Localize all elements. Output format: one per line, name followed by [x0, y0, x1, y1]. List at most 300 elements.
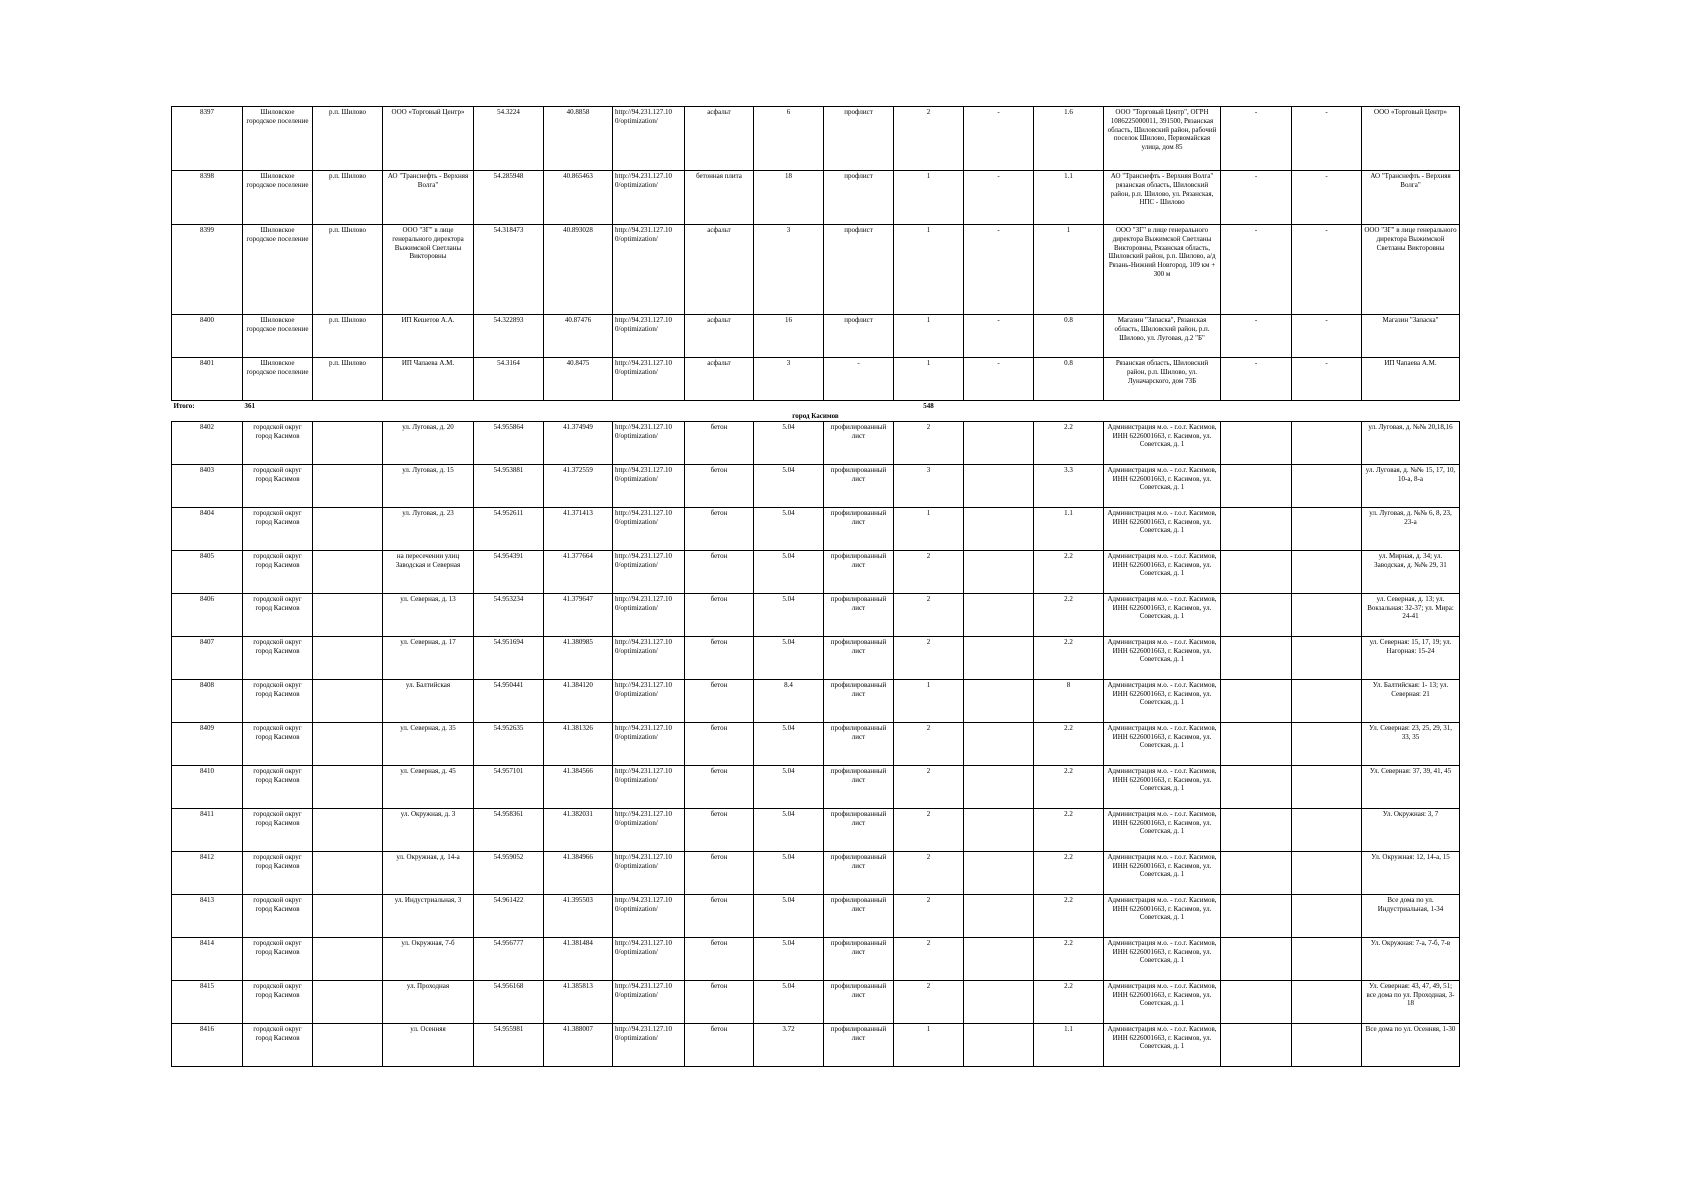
cell-settlement: Шиловское городское поселение	[243, 358, 313, 401]
cell-fence-type: -	[824, 358, 894, 401]
table-row	[172, 937, 1460, 980]
cell-volume: 1	[1034, 225, 1104, 315]
cell-locality: р.п. Шилово	[313, 315, 383, 358]
cell-waste-sources: ул. Луговая, д. №№ 6, 8, 23, 23-а	[1362, 507, 1460, 550]
cell-latitude: 54.285948	[474, 171, 544, 225]
table-row	[172, 171, 1460, 225]
cell-longitude: 40.893028	[544, 225, 613, 315]
cell-owner-info: АО "Транснефть - Верхняя Волга" рязанская область, Шиловский район, р.п. Шилово, ул. Рязанская, НПС - Шилово	[1104, 171, 1221, 225]
cell-map-link: http://94.231.127.10 0/optimization/	[613, 225, 685, 315]
cell-extra-col-1	[1221, 808, 1292, 851]
cell-surface-type: бетон	[685, 808, 754, 851]
cell-volume: 2.2	[1034, 808, 1104, 851]
cell-map-link: http://94.231.127.10 0/optimization/	[613, 358, 685, 401]
cell-owner-info: ООО "ЗГ" в лице генерального директора Выжимской Светланы Викторовны, Рязанская область, Шиловский район, р.п. Шилово, а/д Рязань-Нижний Новгород, 109 км + 300 м	[1104, 225, 1221, 315]
cell-latitude: 54.959052	[474, 851, 544, 894]
cell-locality: р.п. Шилово	[313, 225, 383, 315]
cell-waste-sources: Ул. Окружная: 12, 14-а, 15	[1362, 851, 1460, 894]
cell-surface-type: бетон	[685, 894, 754, 937]
cell-containers-count: 2	[894, 593, 964, 636]
cell-locality	[313, 507, 383, 550]
cell-latitude: 54.318473	[474, 225, 544, 315]
cell-fence-type: профилированный лист	[824, 636, 894, 679]
cell-extra-col-2	[1292, 679, 1362, 722]
cell-volume: 0.8	[1034, 315, 1104, 358]
cell-object: ул. Проходная	[383, 980, 474, 1023]
cell-locality	[313, 808, 383, 851]
cell-surface-type: бетон	[685, 421, 754, 464]
cell-settlement: городской округ город Касимов	[243, 636, 313, 679]
cell-site-id: 8409	[172, 722, 243, 765]
cell-object: ул. Луговая, д. 20	[383, 421, 474, 464]
cell-surface-type: бетон	[685, 980, 754, 1023]
cell-map-link: http://94.231.127.10 0/optimization/	[613, 937, 685, 980]
cell-extra-col-1	[1221, 1023, 1292, 1066]
cell-settlement: городской округ город Касимов	[243, 937, 313, 980]
cell-object: ул. Луговая, д. 15	[383, 464, 474, 507]
cell-longitude: 41.379647	[544, 593, 613, 636]
cell-map-link: http://94.231.127.10 0/optimization/	[613, 171, 685, 225]
cell-volume: 2.2	[1034, 937, 1104, 980]
cell-area: 18	[754, 171, 824, 225]
cell-containers-count: 2	[894, 808, 964, 851]
cell-site-id: 8407	[172, 636, 243, 679]
cell-extra-col-2	[1292, 808, 1362, 851]
cell-object: ул. Луговая, д. 23	[383, 507, 474, 550]
cell-owner-info: Магазин "Запаска", Рязанская область, Шиловский район, р.п. Шилово, ул. Луговая, д.2 "Б"	[1104, 315, 1221, 358]
cell-waste-sources: Ул. Окружная: 7-а, 7-б, 7-в	[1362, 937, 1460, 980]
cell-map-link: http://94.231.127.10 0/optimization/	[613, 765, 685, 808]
cell-surface-type: бетон	[685, 507, 754, 550]
cell-locality	[313, 1023, 383, 1066]
table-row	[172, 421, 1460, 464]
cell-extra-col-2	[1292, 464, 1362, 507]
cell-fence-type: профилированный лист	[824, 851, 894, 894]
cell-extra-col-2	[1292, 722, 1362, 765]
cell-object: ул. Окружная, д. 3	[383, 808, 474, 851]
cell-waste-sources: АО "Транснефть - Верхняя Волга"	[1362, 171, 1460, 225]
cell-site-id: 8406	[172, 593, 243, 636]
cell-bunkers-count	[964, 722, 1034, 765]
cell-area: 5.04	[754, 851, 824, 894]
cell-volume: 2.2	[1034, 550, 1104, 593]
cell-extra-col-2	[1292, 550, 1362, 593]
cell-extra-col-1	[1221, 851, 1292, 894]
table-row	[172, 593, 1460, 636]
cell-object: ул. Окружная, д. 14-а	[383, 851, 474, 894]
cell-extra-col-2	[1292, 421, 1362, 464]
totals-row	[172, 401, 1460, 412]
cell-locality	[313, 679, 383, 722]
cell-settlement: городской округ город Касимов	[243, 894, 313, 937]
cell-fence-type: профилированный лист	[824, 593, 894, 636]
waste-sites-table	[171, 106, 1460, 1067]
cell-site-id: 8403	[172, 464, 243, 507]
cell-site-id: 8414	[172, 937, 243, 980]
cell-owner-info: Администрация м.о. - г.о.г. Касимов, ИНН 6226001663, г. Касимов, ул. Советская, д. 1	[1104, 808, 1221, 851]
cell-volume: 2.2	[1034, 421, 1104, 464]
cell-object: ул. Осенняя	[383, 1023, 474, 1066]
cell-locality: р.п. Шилово	[313, 107, 383, 171]
cell-fence-type: профилированный лист	[824, 808, 894, 851]
cell-site-id: 8412	[172, 851, 243, 894]
cell-settlement: городской округ город Касимов	[243, 808, 313, 851]
cell-extra-col-1: -	[1221, 171, 1292, 225]
cell-locality	[313, 550, 383, 593]
cell-map-link: http://94.231.127.10 0/optimization/	[613, 636, 685, 679]
cell-containers-count: 2	[894, 937, 964, 980]
cell-waste-sources: Ул. Окружная: 3, 7	[1362, 808, 1460, 851]
cell-map-link: http://94.231.127.10 0/optimization/	[613, 107, 685, 171]
cell-bunkers-count	[964, 851, 1034, 894]
cell-fence-type: профилированный лист	[824, 464, 894, 507]
cell-longitude: 41.381326	[544, 722, 613, 765]
cell-waste-sources: Ул. Балтийская: 1- 13; ул. Северная: 21	[1362, 679, 1460, 722]
cell-settlement: городской округ город Касимов	[243, 765, 313, 808]
cell-owner-info: Администрация м.о. - г.о.г. Касимов, ИНН 6226001663, г. Касимов, ул. Советская, д. 1	[1104, 421, 1221, 464]
cell-fence-type: профилированный лист	[824, 550, 894, 593]
cell-object: ул. Балтийская	[383, 679, 474, 722]
cell-area: 5.04	[754, 464, 824, 507]
cell-site-id: 8397	[172, 107, 243, 171]
cell-map-link: http://94.231.127.10 0/optimization/	[613, 593, 685, 636]
cell-fence-type: профилированный лист	[824, 1023, 894, 1066]
cell-bunkers-count: -	[964, 315, 1034, 358]
cell-extra-col-2	[1292, 894, 1362, 937]
cell-bunkers-count	[964, 679, 1034, 722]
cell-surface-type: бетон	[685, 679, 754, 722]
cell-locality	[313, 937, 383, 980]
cell-volume: 1.6	[1034, 107, 1104, 171]
cell-containers-count: 1	[894, 1023, 964, 1066]
cell-area: 5.04	[754, 808, 824, 851]
cell-extra-col-2	[1292, 765, 1362, 808]
cell-settlement: городской округ город Касимов	[243, 851, 313, 894]
cell-waste-sources: Ул. Северная: 37, 39, 41, 45	[1362, 765, 1460, 808]
cell-waste-sources: Все дома по ул. Индустриальная, 1-34	[1362, 894, 1460, 937]
cell-owner-info: Администрация м.о. - г.о.г. Касимов, ИНН 6226001663, г. Касимов, ул. Советская, д. 1	[1104, 593, 1221, 636]
cell-longitude: 41.382031	[544, 808, 613, 851]
cell-fence-type: профилированный лист	[824, 679, 894, 722]
cell-extra-col-1: -	[1221, 107, 1292, 171]
cell-containers-count: 1	[894, 507, 964, 550]
cell-extra-col-2	[1292, 507, 1362, 550]
cell-object: ООО "ЗГ" в лице генерального директора Выжимской Светланы Викторовны	[383, 225, 474, 315]
cell-extra-col-1	[1221, 679, 1292, 722]
cell-settlement: городской округ город Касимов	[243, 421, 313, 464]
totals-containers: 548	[894, 401, 964, 412]
cell-map-link: http://94.231.127.10 0/optimization/	[613, 980, 685, 1023]
cell-owner-info: Администрация м.о. - г.о.г. Касимов, ИНН 6226001663, г. Касимов, ул. Советская, д. 1	[1104, 851, 1221, 894]
table-row	[172, 550, 1460, 593]
cell-longitude: 41.372559	[544, 464, 613, 507]
cell-locality	[313, 851, 383, 894]
cell-longitude: 41.388007	[544, 1023, 613, 1066]
cell-extra-col-2	[1292, 937, 1362, 980]
cell-longitude: 41.385813	[544, 980, 613, 1023]
cell-bunkers-count	[964, 507, 1034, 550]
cell-containers-count: 2	[894, 980, 964, 1023]
totals-section	[172, 401, 1460, 422]
cell-area: 5.04	[754, 421, 824, 464]
cell-latitude: 54.952635	[474, 722, 544, 765]
cell-fence-type: профлист	[824, 107, 894, 171]
cell-site-id: 8398	[172, 171, 243, 225]
cell-settlement: городской округ город Касимов	[243, 507, 313, 550]
cell-locality	[313, 593, 383, 636]
table-row	[172, 636, 1460, 679]
cell-latitude: 54.953234	[474, 593, 544, 636]
table-row	[172, 894, 1460, 937]
cell-volume: 2.2	[1034, 980, 1104, 1023]
cell-site-id: 8399	[172, 225, 243, 315]
cell-site-id: 8416	[172, 1023, 243, 1066]
cell-bunkers-count: -	[964, 107, 1034, 171]
cell-bunkers-count	[964, 464, 1034, 507]
cell-locality	[313, 765, 383, 808]
cell-volume: 1.1	[1034, 1023, 1104, 1066]
kasimov-rows	[172, 421, 1460, 1066]
cell-owner-info: Администрация м.о. - г.о.г. Касимов, ИНН 6226001663, г. Касимов, ул. Советская, д. 1	[1104, 679, 1221, 722]
cell-bunkers-count	[964, 980, 1034, 1023]
cell-area: 3.72	[754, 1023, 824, 1066]
cell-owner-info: Администрация м.о. - г.о.г. Касимов, ИНН 6226001663, г. Касимов, ул. Советская, д. 1	[1104, 894, 1221, 937]
cell-containers-count: 1	[894, 358, 964, 401]
cell-containers-count: 2	[894, 894, 964, 937]
cell-surface-type: бетон	[685, 722, 754, 765]
cell-volume: 1.1	[1034, 507, 1104, 550]
cell-object: ИП Кешетов А.А.	[383, 315, 474, 358]
cell-volume: 1.1	[1034, 171, 1104, 225]
cell-locality	[313, 421, 383, 464]
cell-settlement: городской округ город Касимов	[243, 679, 313, 722]
cell-extra-col-2: -	[1292, 107, 1362, 171]
cell-area: 3	[754, 358, 824, 401]
cell-latitude: 54.955981	[474, 1023, 544, 1066]
cell-extra-col-2: -	[1292, 315, 1362, 358]
cell-map-link: http://94.231.127.10 0/optimization/	[613, 421, 685, 464]
cell-longitude: 41.381484	[544, 937, 613, 980]
cell-extra-col-1	[1221, 894, 1292, 937]
table-row	[172, 808, 1460, 851]
cell-containers-count: 1	[894, 171, 964, 225]
cell-extra-col-1	[1221, 464, 1292, 507]
cell-waste-sources: Ул. Северная: 43, 47, 49, 51; все дома по ул. Проходная, 3-18	[1362, 980, 1460, 1023]
cell-bunkers-count	[964, 636, 1034, 679]
cell-settlement: городской округ город Касимов	[243, 593, 313, 636]
cell-surface-type: бетонная плита	[685, 171, 754, 225]
cell-area: 6	[754, 107, 824, 171]
cell-latitude: 54.957101	[474, 765, 544, 808]
cell-locality	[313, 980, 383, 1023]
table-row	[172, 107, 1460, 171]
cell-site-id: 8401	[172, 358, 243, 401]
cell-extra-col-2: -	[1292, 171, 1362, 225]
cell-latitude: 54.952611	[474, 507, 544, 550]
cell-fence-type: профлист	[824, 225, 894, 315]
cell-locality: р.п. Шилово	[313, 358, 383, 401]
cell-longitude: 40.8858	[544, 107, 613, 171]
city-header: город Касимов	[792, 411, 839, 420]
cell-extra-col-1	[1221, 722, 1292, 765]
cell-containers-count: 1	[894, 315, 964, 358]
cell-area: 5.04	[754, 765, 824, 808]
cell-bunkers-count: -	[964, 225, 1034, 315]
cell-bunkers-count	[964, 421, 1034, 464]
cell-bunkers-count	[964, 593, 1034, 636]
cell-site-id: 8410	[172, 765, 243, 808]
cell-area: 16	[754, 315, 824, 358]
cell-object: на пересечении улиц Заводская и Северная	[383, 550, 474, 593]
cell-bunkers-count	[964, 765, 1034, 808]
cell-containers-count: 2	[894, 550, 964, 593]
cell-latitude: 54.954391	[474, 550, 544, 593]
cell-containers-count: 2	[894, 636, 964, 679]
cell-bunkers-count	[964, 808, 1034, 851]
cell-area: 5.04	[754, 722, 824, 765]
cell-area: 5.04	[754, 636, 824, 679]
cell-locality	[313, 636, 383, 679]
cell-volume: 2.2	[1034, 636, 1104, 679]
cell-area: 5.04	[754, 894, 824, 937]
cell-waste-sources: Все дома по ул. Осенняя, 1-30	[1362, 1023, 1460, 1066]
cell-containers-count: 2	[894, 851, 964, 894]
cell-extra-col-2	[1292, 593, 1362, 636]
cell-extra-col-1: -	[1221, 315, 1292, 358]
cell-waste-sources: Ул. Северная: 23, 25, 29, 31, 33, 35	[1362, 722, 1460, 765]
cell-latitude: 54.956777	[474, 937, 544, 980]
cell-area: 8.4	[754, 679, 824, 722]
cell-owner-info: Администрация м.о. - г.о.г. Касимов, ИНН 6226001663, г. Касимов, ул. Советская, д. 1	[1104, 980, 1221, 1023]
cell-latitude: 54.961422	[474, 894, 544, 937]
cell-longitude: 40.87476	[544, 315, 613, 358]
cell-settlement: Шиловское городское поселение	[243, 171, 313, 225]
cell-owner-info: Администрация м.о. - г.о.г. Касимов, ИНН 6226001663, г. Касимов, ул. Советская, д. 1	[1104, 722, 1221, 765]
cell-volume: 2.2	[1034, 894, 1104, 937]
cell-extra-col-2	[1292, 980, 1362, 1023]
cell-bunkers-count	[964, 1023, 1034, 1066]
cell-longitude: 41.371413	[544, 507, 613, 550]
cell-extra-col-1	[1221, 593, 1292, 636]
cell-map-link: http://94.231.127.10 0/optimization/	[613, 550, 685, 593]
cell-volume: 2.2	[1034, 722, 1104, 765]
cell-extra-col-1	[1221, 421, 1292, 464]
cell-fence-type: профилированный лист	[824, 765, 894, 808]
cell-settlement: Шиловское городское поселение	[243, 107, 313, 171]
cell-settlement: городской округ город Касимов	[243, 464, 313, 507]
cell-surface-type: бетон	[685, 636, 754, 679]
cell-containers-count: 2	[894, 107, 964, 171]
cell-settlement: городской округ город Касимов	[243, 722, 313, 765]
table-row	[172, 765, 1460, 808]
cell-waste-sources: ООО «Торговый Центр»	[1362, 107, 1460, 171]
cell-surface-type: асфальт	[685, 107, 754, 171]
cell-extra-col-1	[1221, 507, 1292, 550]
cell-surface-type: бетон	[685, 593, 754, 636]
totals-count: 361	[243, 401, 313, 412]
cell-surface-type: бетон	[685, 1023, 754, 1066]
cell-longitude: 41.377664	[544, 550, 613, 593]
cell-settlement: городской округ город Касимов	[243, 550, 313, 593]
cell-bunkers-count	[964, 550, 1034, 593]
cell-longitude: 40.8475	[544, 358, 613, 401]
cell-longitude: 41.395503	[544, 894, 613, 937]
cell-object: ИП Чапаева А.М.	[383, 358, 474, 401]
cell-owner-info: Администрация м.о. - г.о.г. Касимов, ИНН 6226001663, г. Касимов, ул. Советская, д. 1	[1104, 507, 1221, 550]
cell-owner-info: Администрация м.о. - г.о.г. Касимов, ИНН 6226001663, г. Касимов, ул. Советская, д. 1	[1104, 765, 1221, 808]
table-row	[172, 1023, 1460, 1066]
cell-fence-type: профилированный лист	[824, 980, 894, 1023]
cell-object: АО "Транснефть - Верхняя Волга"	[383, 171, 474, 225]
cell-containers-count: 3	[894, 464, 964, 507]
cell-locality: р.п. Шилово	[313, 171, 383, 225]
cell-containers-count: 1	[894, 225, 964, 315]
cell-extra-col-1	[1221, 636, 1292, 679]
cell-waste-sources: ул. Северная, д. 13; ул. Вокзальная: 32-37; ул. Мира: 24-41	[1362, 593, 1460, 636]
cell-site-id: 8402	[172, 421, 243, 464]
cell-containers-count: 2	[894, 765, 964, 808]
cell-surface-type: бетон	[685, 550, 754, 593]
cell-object: ООО «Торговый Центр»	[383, 107, 474, 171]
cell-extra-col-1	[1221, 550, 1292, 593]
cell-longitude: 41.384120	[544, 679, 613, 722]
cell-fence-type: профлист	[824, 315, 894, 358]
cell-waste-sources: ИП Чапаева А.М.	[1362, 358, 1460, 401]
cell-fence-type: профлист	[824, 171, 894, 225]
cell-surface-type: бетон	[685, 937, 754, 980]
cell-locality	[313, 464, 383, 507]
cell-map-link: http://94.231.127.10 0/optimization/	[613, 464, 685, 507]
cell-object: ул. Северная, д. 17	[383, 636, 474, 679]
cell-extra-col-2: -	[1292, 358, 1362, 401]
cell-site-id: 8400	[172, 315, 243, 358]
cell-site-id: 8411	[172, 808, 243, 851]
cell-bunkers-count: -	[964, 358, 1034, 401]
cell-longitude: 41.380985	[544, 636, 613, 679]
cell-waste-sources: ул. Северная: 15, 17, 19; ул. Нагорная: 15-24	[1362, 636, 1460, 679]
cell-latitude: 54.953881	[474, 464, 544, 507]
shilovo-rows	[172, 107, 1460, 401]
cell-extra-col-1	[1221, 765, 1292, 808]
cell-containers-count: 2	[894, 421, 964, 464]
cell-bunkers-count	[964, 894, 1034, 937]
cell-latitude: 54.3164	[474, 358, 544, 401]
cell-extra-col-2	[1292, 1023, 1362, 1066]
cell-locality	[313, 894, 383, 937]
cell-volume: 3.3	[1034, 464, 1104, 507]
cell-volume: 2.2	[1034, 593, 1104, 636]
cell-owner-info: Рязанская область, Шиловский район, р.п. Шилово, ул. Луначарского, дом 73Б	[1104, 358, 1221, 401]
cell-settlement: городской округ город Касимов	[243, 980, 313, 1023]
cell-latitude: 54.3224	[474, 107, 544, 171]
cell-settlement: Шиловское городское поселение	[243, 315, 313, 358]
cell-containers-count: 2	[894, 722, 964, 765]
cell-object: ул. Индустриальная, 3	[383, 894, 474, 937]
cell-latitude: 54.950441	[474, 679, 544, 722]
cell-waste-sources: ул. Луговая, д. №№ 15, 17, 10, 10-а, 8-а	[1362, 464, 1460, 507]
table-row	[172, 358, 1460, 401]
cell-settlement: городской округ город Касимов	[243, 1023, 313, 1066]
cell-surface-type: бетон	[685, 464, 754, 507]
totals-label: Итого:	[172, 401, 243, 412]
cell-area: 5.04	[754, 593, 824, 636]
cell-latitude: 54.955864	[474, 421, 544, 464]
cell-bunkers-count	[964, 937, 1034, 980]
cell-latitude: 54.956168	[474, 980, 544, 1023]
cell-object: ул. Северная, д. 45	[383, 765, 474, 808]
cell-waste-sources: ул. Луговая, д. №№ 20,18,16	[1362, 421, 1460, 464]
cell-owner-info: Администрация м.о. - г.о.г. Касимов, ИНН 6226001663, г. Касимов, ул. Советская, д. 1	[1104, 937, 1221, 980]
